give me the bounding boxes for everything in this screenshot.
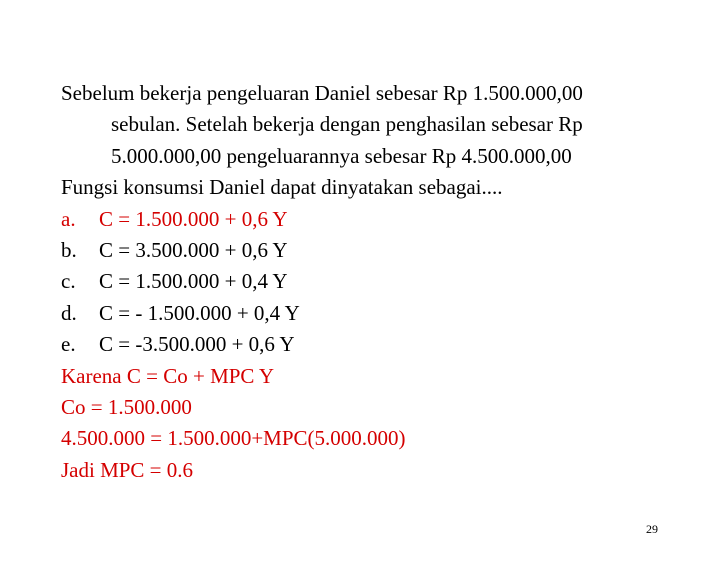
option-c-text: C = 1.500.000 + 0,4 Y xyxy=(99,269,288,294)
question-line-1: Sebelum bekerja pengeluaran Daniel sebesar Rp 1.500.000,00 xyxy=(61,81,583,105)
slide-content xyxy=(61,78,681,486)
option-d xyxy=(61,298,681,329)
option-b-text: C = 3.500.000 + 0,6 Y xyxy=(99,238,288,263)
solution-line-3: 4.500.000 = 1.500.000+MPC(5.000.000) xyxy=(61,426,406,451)
option-a xyxy=(61,204,681,235)
option-e-text: C = -3.500.000 + 0,6 Y xyxy=(99,332,295,357)
solution-line-2: Co = 1.500.000 xyxy=(61,395,192,420)
option-a-letter: a. xyxy=(61,206,76,231)
question-line-3: 5.000.000,00 pengeluarannya sebesar Rp 4.500.000,00 xyxy=(111,143,572,168)
option-e-letter: e. xyxy=(61,332,76,357)
option-b-letter: b. xyxy=(61,238,77,263)
question-prompt: Fungsi konsumsi Daniel dapat dinyatakan sebagai.... xyxy=(61,175,503,200)
solution-line-4: Jadi MPC = 0.6 xyxy=(61,457,194,482)
option-e xyxy=(61,329,681,360)
option-d-letter: d. xyxy=(61,300,77,325)
page-number: 29 xyxy=(646,522,658,536)
option-d-text: C = - 1.500.000 + 0,4 Y xyxy=(99,300,300,325)
option-a-text: C = 1.500.000 + 0,6 Y xyxy=(99,206,288,231)
option-b xyxy=(61,235,681,266)
solution-line-1: Karena C = Co + MPC Y xyxy=(61,363,275,388)
option-c-letter: c. xyxy=(61,269,76,294)
question-line-2: sebulan. Setelah bekerja dengan penghasilan sebesar Rp xyxy=(111,112,583,137)
option-c xyxy=(61,266,681,297)
